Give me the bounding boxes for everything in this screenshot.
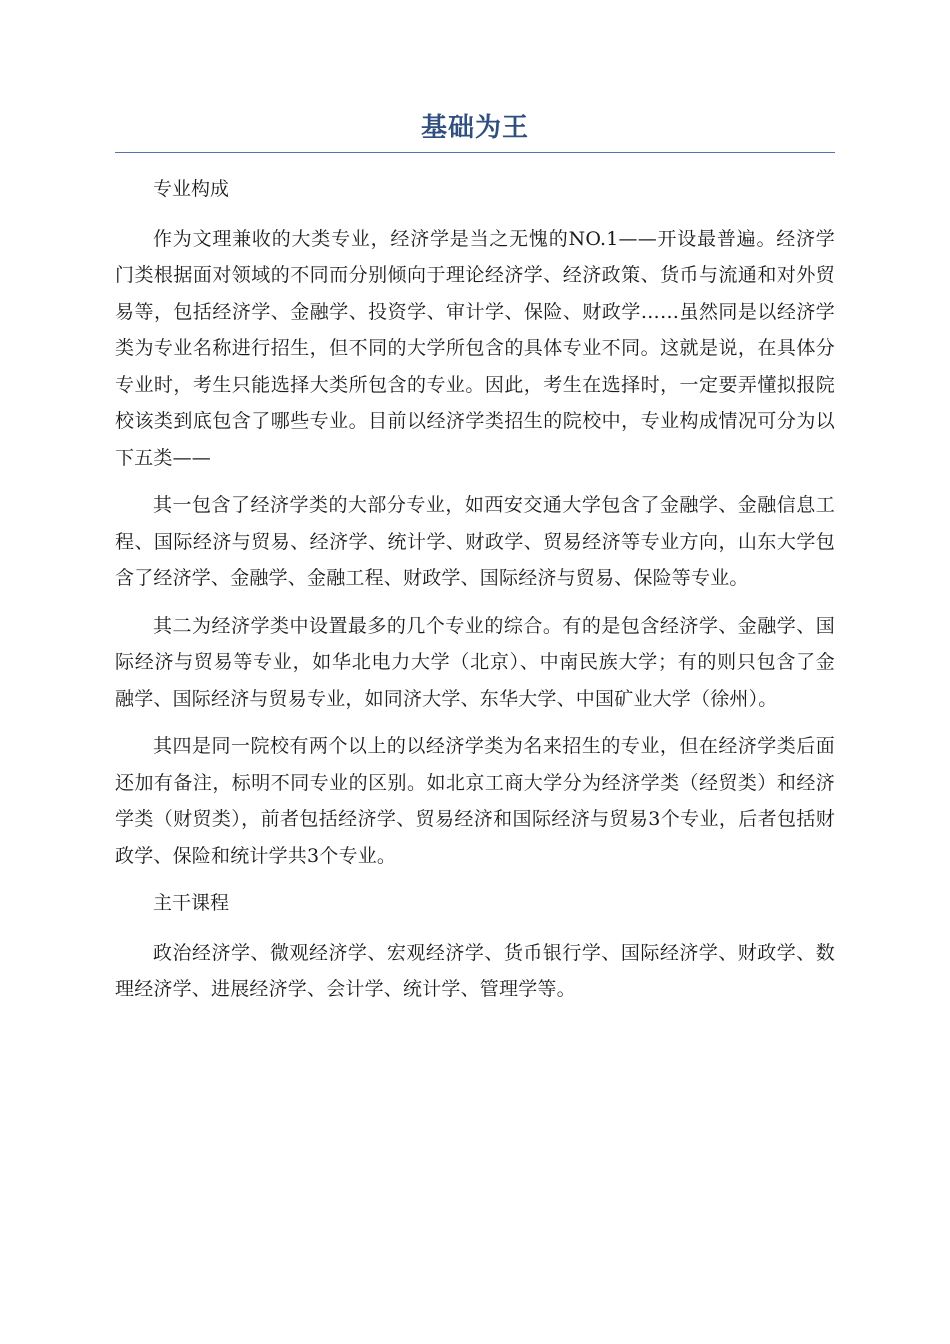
- section-heading-major-composition: 专业构成: [153, 178, 230, 200]
- document-body: [115, 171, 835, 1008]
- paragraph-intro: 作为文理兼收的大类专业，经济学是当之无愧的NO.1——开设最普遍。经济学门类根据面对领域的不同而分别倾向于理论经济学、经济政策、货币与流通和对外贸易等，包括经济学、金融学、投资学、审计学、保险、财政学……虽然同是以经济学类为专业名称进行招生，但不同的大学所包含的具体专业不同。这就是说，在具体分专业时，考生只能选择大类所包含的专业。因此，考生在选择时，一定要弄懂拟报院校该类到底包含了哪些专业。目前以经济学类招生的院校中，专业构成情况可分为以下五类——: [115, 227, 835, 469]
- paragraph-core-courses: 政治经济学、微观经济学、宏观经济学、货币银行学、国际经济学、财政学、数理经济学、进展经济学、会计学、统计学、管理学等。: [115, 941, 835, 1000]
- document-title: 基础为王: [115, 108, 835, 153]
- paragraph-type-two: 其二为经济学类中设置最多的几个专业的综合。有的是包含经济学、金融学、国际经济与贸易等专业，如华北电力大学（北京）、中南民族大学；有的则只包含了金融学、国际经济与贸易专业，如同济大学、东华大学、中国矿业大学（徐州）。: [115, 614, 835, 710]
- section-heading-core-courses: 主干课程: [153, 892, 230, 914]
- document-page: [115, 108, 835, 1019]
- paragraph-type-four: 其四是同一院校有两个以上的以经济学类为名来招生的专业，但在经济学类后面还加有备注，标明不同专业的区别。如北京工商大学分为经济学类（经贸类）和经济学类（财贸类），前者包括经济学、贸易经济和国际经济与贸易3个专业，后者包括财政学、保险和统计学共3个专业。: [115, 735, 835, 867]
- paragraph-type-one: 其一包含了经济学类的大部分专业，如西安交通大学包含了金融学、金融信息工程、国际经济与贸易、经济学、统计学、财政学、贸易经济等专业方向，山东大学包含了经济学、金融学、金融工程、财政学、国际经济与贸易、保险等专业。: [115, 494, 835, 589]
